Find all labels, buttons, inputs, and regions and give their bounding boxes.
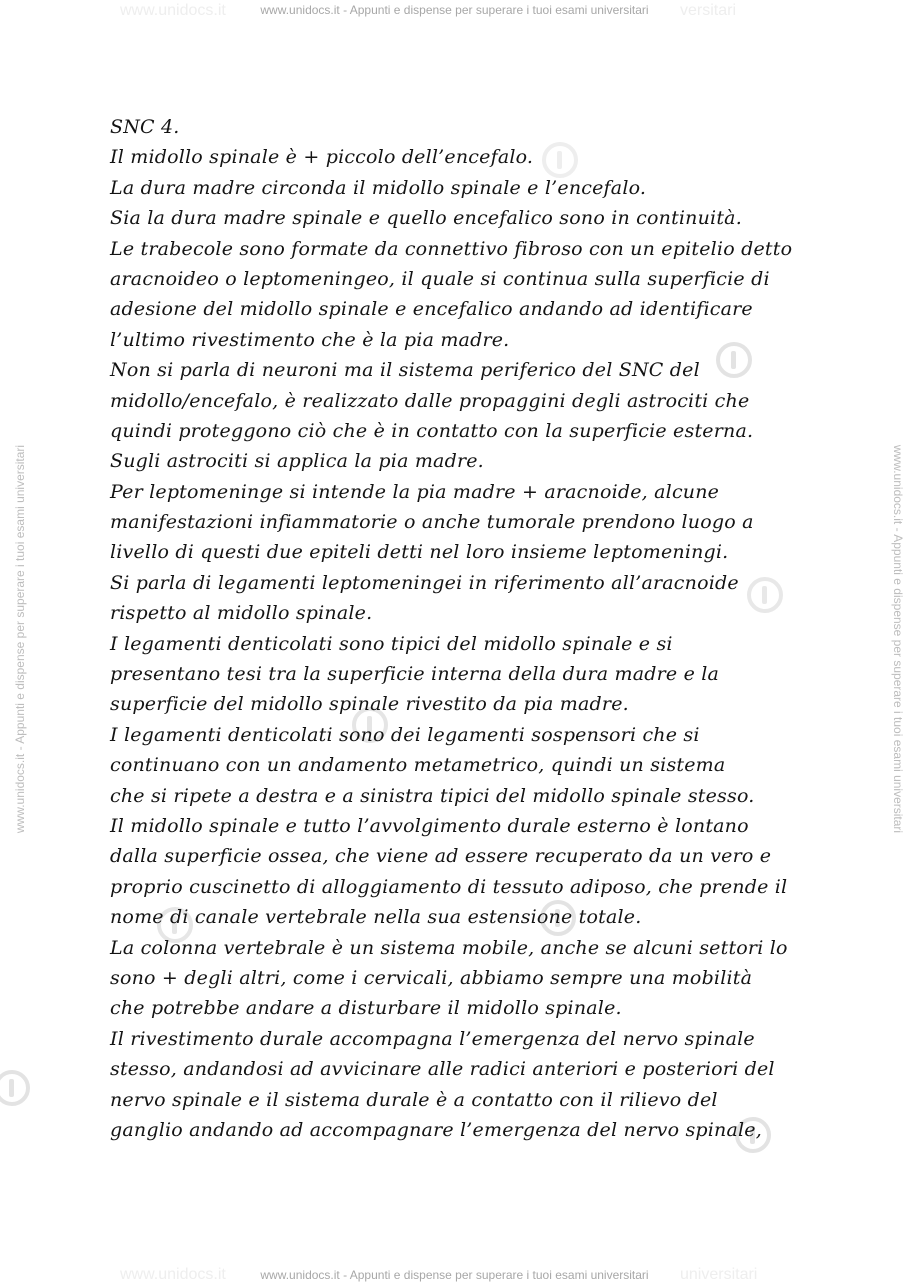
watermark-ghost-bottom: www.unidocs.it: [120, 1266, 226, 1283]
text-line: Le trabecole sono formate da connettivo fibroso con un epitelio detto: [110, 237, 793, 260]
watermark-ghost-bottom-right: universitari: [680, 1266, 758, 1283]
text-line: rispetto al midollo spinale.: [110, 602, 373, 625]
text-line: Il rivestimento durale accompagna l’emergenza del nervo spinale: [110, 1027, 755, 1050]
text-line: La dura madre circonda il midollo spinale e l’encefalo.: [110, 176, 647, 199]
text-line: nome di canale vertebrale nella sua estensione totale.: [110, 906, 642, 929]
text-line: I legamenti denticolati sono dei legamenti sospensori che si: [110, 723, 700, 746]
text-line: che si ripete a destra e a sinistra tipici del midollo spinale stesso.: [110, 784, 755, 807]
text-line: Il midollo spinale è + piccolo dell’encefalo.: [110, 146, 534, 169]
text-line: stesso, andandosi ad avvicinare alle radici anteriori e posteriori del: [110, 1058, 775, 1081]
watermark-ghost-top: www.unidocs.it: [120, 2, 226, 19]
text-line: Sugli astrociti si applica la pia madre.: [110, 450, 484, 473]
text-line: livello di questi due epiteli detti nel loro insieme leptomeningi.: [110, 541, 729, 564]
text-line: l’ultimo rivestimento che è la pia madre.: [110, 328, 510, 351]
text-line: La colonna vertebrale è un sistema mobile, anche se alcuni settori lo: [110, 936, 788, 959]
text-line: proprio cuscinetto di alloggiamento di tessuto adiposo, che prende il: [110, 875, 788, 898]
text-line: Si parla di legamenti leptomeningei in riferimento all’aracnoide: [110, 571, 739, 594]
text-line: che potrebbe andare a disturbare il midollo spinale.: [110, 997, 622, 1020]
text-line: Non si parla di neuroni ma il sistema periferico del SNC del: [110, 359, 700, 382]
text-line: presentano tesi tra la superficie interna della dura madre e la: [110, 663, 720, 686]
text-line: I legamenti denticolati sono tipici del midollo spinale e si: [110, 632, 673, 655]
watermark-logo-icon: [0, 1068, 32, 1108]
watermark-right: www.unidocs.it - Appunti e dispense per superare i tuoi esami universitari: [891, 444, 905, 834]
watermark-bottom: www.unidocs.it - Appunti e dispense per superare i tuoi esami universitari: [260, 1268, 649, 1282]
text-line: Il midollo spinale e tutto l’avvolgimento durale esterno è lontano: [110, 814, 749, 837]
text-line: midollo/encefalo, è realizzato dalle propaggini degli astrociti che: [110, 389, 750, 412]
watermark-ghost-top-right: versitari: [680, 2, 737, 19]
text-line: dalla superficie ossea, che viene ad essere recuperato da un vero e: [110, 845, 772, 868]
text-line: manifestazioni infiammatorie o anche tumorale prendono luogo a: [110, 511, 754, 534]
text-line: Per leptomeninge si intende la pia madre + aracnoide, alcune: [110, 480, 720, 503]
watermark-top: www.unidocs.it - Appunti e dispense per superare i tuoi esami universitari: [260, 3, 649, 17]
text-line: aracnoideo o leptomeningeo, il quale si continua sulla superficie di: [110, 267, 770, 290]
text-line: adesione del midollo spinale e encefalico andando ad identificare: [110, 298, 753, 321]
text-line: ganglio andando ad accompagnare l’emergenza del nervo spinale,: [110, 1118, 762, 1141]
text-line: nervo spinale e il sistema durale è a contatto con il rilievo del: [110, 1088, 718, 1111]
document-title: SNC 4.: [110, 116, 180, 138]
text-line: continuano con un andamento metametrico, quindi un sistema: [110, 754, 726, 777]
text-line: sono + degli altri, come i cervicali, abbiamo sempre una mobilità: [110, 966, 753, 989]
text-line: superficie del midollo spinale rivestito da pia madre.: [110, 693, 629, 716]
text-line: quindi proteggono ciò che è in contatto con la superficie esterna.: [110, 419, 754, 442]
watermark-left: www.unidocs.it - Appunti e dispense per superare i tuoi esami universitari: [13, 444, 27, 834]
document-body: [110, 112, 830, 1145]
text-line: Sia la dura madre spinale e quello encefalico sono in continuità.: [110, 207, 742, 230]
